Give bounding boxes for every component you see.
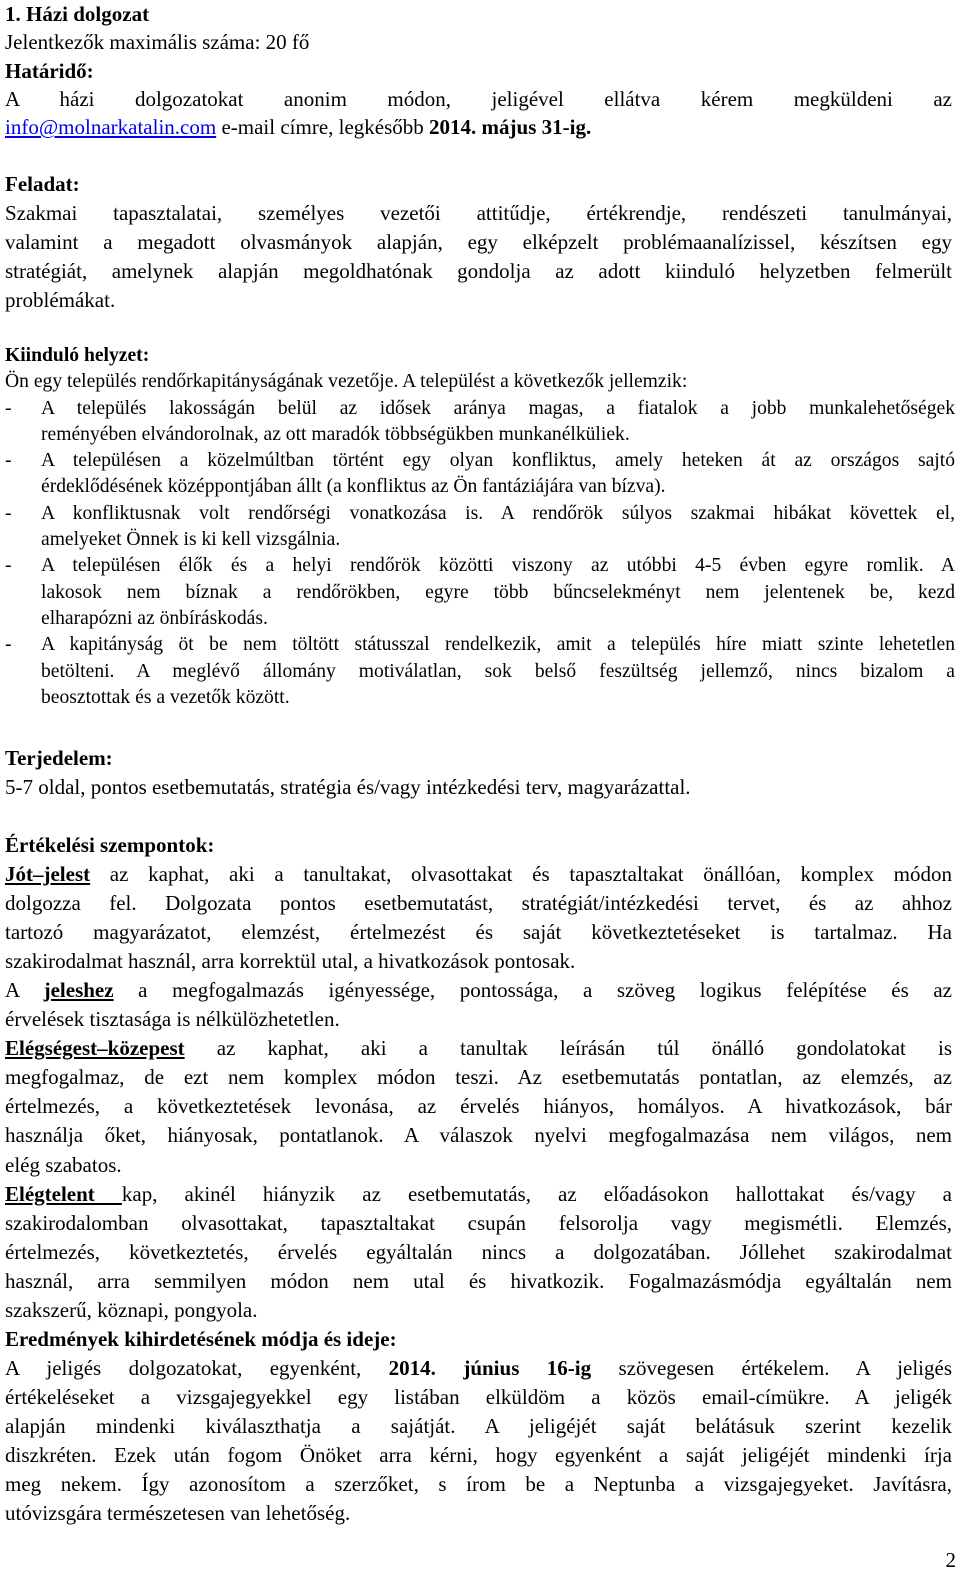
grade-excellent-note-label: jeleshez <box>43 978 114 1003</box>
paragraph-line: értelmezés, következtetés, érvelés egyáltalán nincs a dolgozatában. Jóllehet szakirodalmat <box>5 1239 952 1264</box>
situation-heading: Kiinduló helyzet: <box>5 345 150 366</box>
situation-list-item <box>5 501 955 554</box>
item-line: reményében elvándorolnak, az ott maradók többségükben munkanélküliek. <box>41 423 630 445</box>
grade-fail-label: Elégtelent <box>5 1181 122 1206</box>
item-line: A településen élők és a helyi rendőrök közötti viszony az utóbbi 4-5 évben egyre romlik. A <box>41 555 955 577</box>
note-prefix: A <box>5 978 44 1003</box>
results-space <box>436 1356 463 1380</box>
grade-fail-line <box>5 1180 952 1209</box>
deadline-heading: Határidő: <box>5 58 94 83</box>
deadline-date: 2014. május 31-ig. <box>429 115 592 140</box>
situation-list-item <box>5 553 955 632</box>
task-line: stratégiát, amelynek alapján megoldhatónak gondolja az adott kiinduló helyzetben felmerült <box>5 259 952 283</box>
item-line: A kapitányság öt be nem töltött státusszal rendelkezik, amit a település híre miatt szinte lehetetlen <box>41 634 955 656</box>
grade-excellent-note-line <box>5 976 952 1005</box>
item-line: A település lakosságán belül az idősek aránya magas, a fiatalok a jobb munkalehetőségek <box>41 397 955 419</box>
item-line: érdeklődésének középpontjában állt (a konfliktus az Ön fantáziájára van bízva). <box>41 476 666 498</box>
grade-average-line <box>5 1034 952 1063</box>
paragraph-line: meg nekem. Így azonosítom a szerzőket, s írom be a Neptunba a vizsgajegyeket. Javításra, <box>5 1472 952 1497</box>
task-line: valamint a megadott olvasmányok alapján, egy elképzelt problémaanalízissel, készítsen egy <box>5 230 952 254</box>
list-dash: - <box>5 502 12 524</box>
capacity-line: Jelentkezők maximális száma: 20 fő <box>5 30 310 55</box>
results-text: A jeligés dolgozatokat, egyenként, <box>5 1355 389 1380</box>
item-line: elharapózni az önbíráskodás. <box>41 607 268 629</box>
situation-list-item <box>5 632 955 711</box>
length-section <box>5 744 952 802</box>
task-section <box>5 170 952 315</box>
results-text: szövegesen értékelem. A jeligés <box>591 1355 952 1380</box>
results-line-1 <box>5 1354 952 1383</box>
grade-excellent-text: az kaphat, aki a tanultakat, olvasottakat és tapasztaltakat önállóan, komplex módon <box>90 862 952 887</box>
paragraph-line: érvelések tisztasága is nélkülözhetetlen. <box>5 1007 340 1032</box>
results-heading: Eredmények kihirdetésének módja és ideje: <box>5 1326 397 1351</box>
item-line: A településen a közelmúltban történt egy olyan konfliktus, amely heteken át az országos sajtó <box>41 450 955 472</box>
list-dash: - <box>5 397 12 419</box>
item-line: beosztottak és a vezetők között. <box>41 686 290 708</box>
grade-average-label: Elégségest–közepest <box>5 1036 185 1061</box>
item-line: betölteni. A meglévő állomány motiválatlan, sok belső feszültség jellemző, nincs bizalom a <box>41 660 955 682</box>
grade-excellent-label: Jót–jelest <box>5 862 91 887</box>
results-date-day: június 16-ig <box>463 1355 592 1380</box>
item-line: amelyeket Önnek is ki kell vizsgálnia. <box>41 529 341 551</box>
grade-excellent-line <box>5 860 952 889</box>
paragraph-line: szakszerű, köznapi, pongyola. <box>5 1297 258 1322</box>
evaluation-heading: Értékelési szempontok: <box>5 833 215 857</box>
deadline-line-2-text: e-mail címre, legkésőbb <box>216 115 430 140</box>
task-line: Szakmai tapasztalatai, személyes vezetői attitűdje, értékrendje, rendészeti tanulmányai, <box>5 201 952 225</box>
paragraph-line: használ, arra semmilyen módon nem utal és hivatkozik. Fogalmazásmódja egyáltalán nem <box>5 1268 952 1293</box>
page-number: 2 <box>945 1548 956 1572</box>
item-line: A konfliktusnak volt rendőrségi vonatkozása is. A rendőrök súlyos szakmai hibákat követtek el, <box>41 502 955 524</box>
length-heading: Terjedelem: <box>5 746 113 770</box>
paragraph-line: tartozó magyarázatot, elemzést, értelmezést és saját következtetéseket is tartalmaz. Ha <box>5 920 952 945</box>
task-heading: Feladat: <box>5 172 80 196</box>
paragraph-line: értelmezés, a következtetések levonása, az érvelés hiányos, homályos. A hivatkozások, bár <box>5 1094 952 1119</box>
results-date-year: 2014. <box>388 1355 436 1380</box>
situation-list-item <box>5 448 955 501</box>
paragraph-line: értékeléseket a vizsgajegyekkel egy listában elküldöm a közös email-címükre. A jeligék <box>5 1384 952 1409</box>
list-dash: - <box>5 450 12 472</box>
situation-list-item <box>5 396 955 449</box>
email-link[interactable]: info@molnarkatalin.com <box>5 115 217 140</box>
paragraph-line: használja őket, hiányosak, pontatlanok. A válaszok nyelvi megfogalmazása nem világos, nem <box>5 1123 952 1148</box>
situation-section <box>5 343 955 711</box>
paragraph-line: diszkréten. Ezek után fogom Önöket arra kérni, hogy egyenként a saját jeligéjét mindenki írja <box>5 1442 952 1467</box>
deadline-line-2 <box>5 113 952 141</box>
evaluation-section <box>5 831 952 1528</box>
paragraph-line: elég szabatos. <box>5 1152 122 1177</box>
grade-fail-text: kap, akinél hiányzik az esetbemutatás, az előadásokon hallottakat és/vagy a <box>121 1181 952 1206</box>
paragraph-line: utóvizsgára természetesen van lehetőség. <box>5 1501 351 1526</box>
paragraph-line: alapján mindenki kiválaszthatja a sajátját. A jeligéjét saját belátásuk szerint kezelik <box>5 1413 952 1438</box>
situation-intro: Ön egy település rendőrkapitányságának vezetője. A települést a következők jellemzik: <box>5 371 688 393</box>
paragraph-line: megfogalmaz, de ezt nem komplex módon teszi. Az esetbemutatás pontatlan, az elemzés, az <box>5 1065 952 1090</box>
grade-average-text: az kaphat, aki a tanultak leírásán túl önálló gondolatokat is <box>184 1036 952 1061</box>
item-line: lakosok nem bíznak a rendőrökben, egyre több bűncselekményt nem jelentenek be, kezd <box>41 581 955 603</box>
grade-excellent-note-text: a megfogalmazás igényessége, pontossága, a szöveg logikus felépítése és az <box>113 978 952 1003</box>
paragraph-line: szakirodalomban olvasottakat, tapasztaltakat csupán felsorolja vagy megismétli. Elemzés, <box>5 1210 952 1235</box>
list-dash: - <box>5 634 12 656</box>
deadline-line-1: A házi dolgozatokat anonim módon, jeligével ellátva kérem megküldeni az <box>5 86 952 111</box>
paragraph-line: dolgozza fel. Dolgozata pontos esetbemutatást, stratégiát/intézkedési tervet, és az ahhoz <box>5 891 952 916</box>
document-title: 1. Házi dolgozat <box>5 2 150 26</box>
list-dash: - <box>5 555 12 577</box>
paragraph-line: szakirodalmat használ, arra korrektül utal, a hivatkozások pontosak. <box>5 949 576 974</box>
task-line: problémákat. <box>5 288 116 312</box>
header-section <box>5 0 952 141</box>
length-text: 5-7 oldal, pontos esetbemutatás, stratégia és/vagy intézkedési terv, magyarázattal. <box>5 775 691 799</box>
